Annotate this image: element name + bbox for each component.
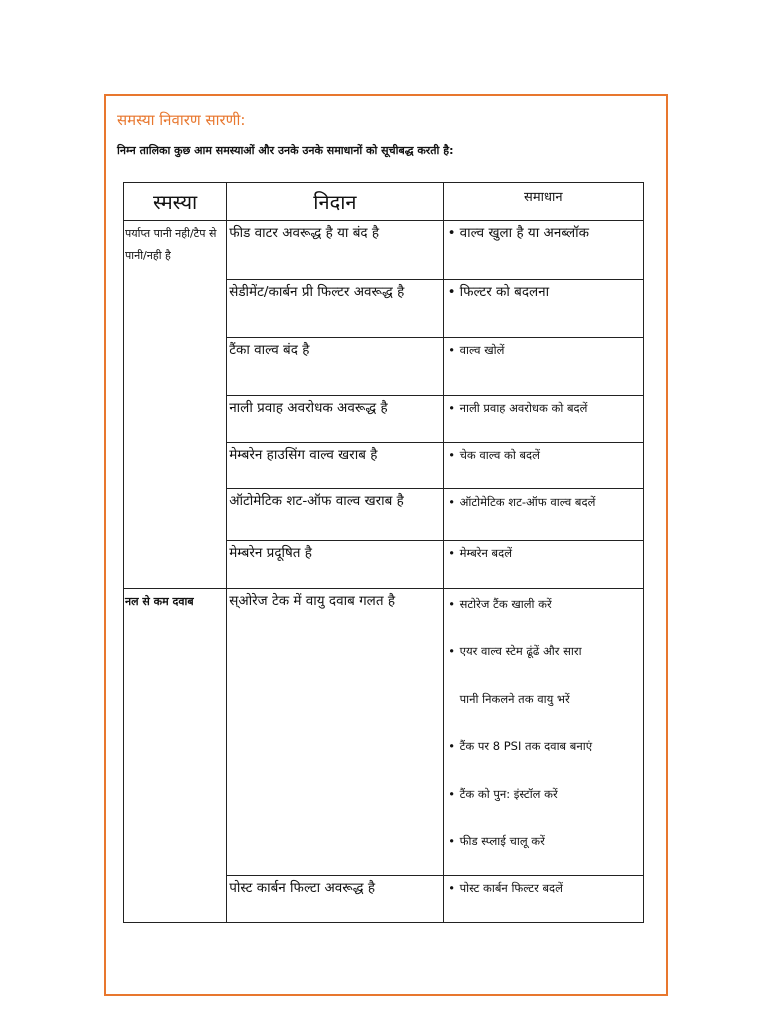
- solution-cell: [443, 280, 643, 338]
- solution-text: ऑटोमेटिक शट-ऑफ वाल्व बदलें: [459, 495, 596, 509]
- solution-cell: [443, 221, 643, 280]
- list-item: [444, 638, 643, 685]
- list-item: [444, 733, 643, 780]
- bullet-icon: •: [448, 786, 455, 801]
- bullet-icon: •: [448, 597, 455, 611]
- diagnosis-cell: फीड वाटर अवरूद्ध है या बंद है: [227, 221, 443, 280]
- bullet-icon: •: [448, 343, 455, 357]
- list-item: [444, 686, 643, 733]
- diagnosis-cell: टैंका वाल्व बंद है: [227, 338, 443, 396]
- diagnosis-cell: पोस्ट कार्बन फिल्टा अवरूद्ध है: [227, 876, 443, 923]
- solution-text: पोस्ट कार्बन फिल्टर बदलें: [459, 881, 563, 896]
- bullet-icon: •: [447, 284, 456, 300]
- solution-text: एयर वाल्व स्टेम ढूंढें और सारा: [459, 644, 582, 659]
- diagnosis-cell: सेडीमेंट/कार्बन प्री फिल्टर अवरूद्ध है: [227, 280, 443, 338]
- solution-text: वाल्व खुला है या अनब्लॉक: [459, 225, 590, 241]
- solution-cell: [443, 396, 643, 443]
- list-item: [444, 591, 643, 638]
- problem-cell: पर्याप्त पानी नही/टैप से पानी/नही है: [124, 221, 227, 589]
- solution-text: फीड स्प्लाई चालू करें: [459, 833, 545, 848]
- list-item: [444, 781, 643, 828]
- diagnosis-cell: मेम्बरेन हाउसिंग वाल्व खराब है: [227, 443, 443, 489]
- solution-cell: [443, 338, 643, 396]
- table-row: [124, 221, 644, 280]
- bullet-icon: •: [448, 546, 455, 560]
- solution-cell: [443, 443, 643, 489]
- solution-text: वाल्व खोलें: [459, 343, 505, 357]
- bullet-icon: •: [448, 448, 455, 462]
- solution-text: नाली प्रवाह अवरोधक को बदलें: [459, 401, 588, 415]
- bullet-icon: •: [447, 225, 456, 241]
- solution-cell: [443, 489, 643, 541]
- bullet-icon: •: [448, 739, 455, 754]
- solution-text: सटोरेज टैंक खाली करें: [459, 597, 552, 611]
- solution-text: टैंक पर 8 PSI तक दवाब बनाएं: [459, 739, 593, 754]
- solution-text: चेक वाल्व को बदलें: [459, 448, 540, 462]
- header-diagnosis: निदान: [227, 183, 443, 221]
- diagnosis-cell: नाली प्रवाह अवरोधक अवरूद्ध है: [227, 396, 443, 443]
- diagnosis-cell: स्ओरेज टेक में वायु दवाब गलत है: [227, 589, 443, 876]
- page-title: समस्या निवारण सारणी:: [117, 111, 246, 129]
- solution-text: पानी निकलने तक वायु भरें: [459, 691, 570, 706]
- table-row: [124, 589, 644, 876]
- troubleshooting-table: [123, 182, 644, 923]
- bullet-icon: •: [448, 401, 455, 415]
- problem-cell: नल से कम दवाब: [124, 589, 227, 923]
- list-item: [444, 828, 643, 875]
- solution-cell: [443, 876, 643, 923]
- solution-list: [444, 591, 643, 875]
- solution-cell: [443, 589, 643, 876]
- solution-cell: [443, 541, 643, 589]
- diagnosis-cell: ऑटोमेटिक शट-ऑफ वाल्व खराब है: [227, 489, 443, 541]
- header-problem: स्मस्या: [124, 183, 227, 221]
- page-subtitle: निम्न तालिका कुछ आम समस्याओं और उनके उनके समाधानों को सूचीबद्ध करती है:: [117, 144, 454, 157]
- diagnosis-cell: मेम्बरेन प्रदूषित है: [227, 541, 443, 589]
- bullet-icon: •: [448, 833, 455, 848]
- solution-text: टैंक को पुन: इंस्टॉल करें: [459, 786, 558, 801]
- table-header-row: [124, 183, 644, 221]
- bullet-icon: •: [448, 644, 455, 659]
- bullet-icon: •: [448, 881, 455, 896]
- solution-text: फिल्टर को बदलना: [459, 284, 550, 300]
- header-solution: समाधान: [443, 183, 643, 221]
- solution-text: मेम्बरेन बदलें: [459, 546, 512, 560]
- bullet-icon: •: [448, 495, 455, 509]
